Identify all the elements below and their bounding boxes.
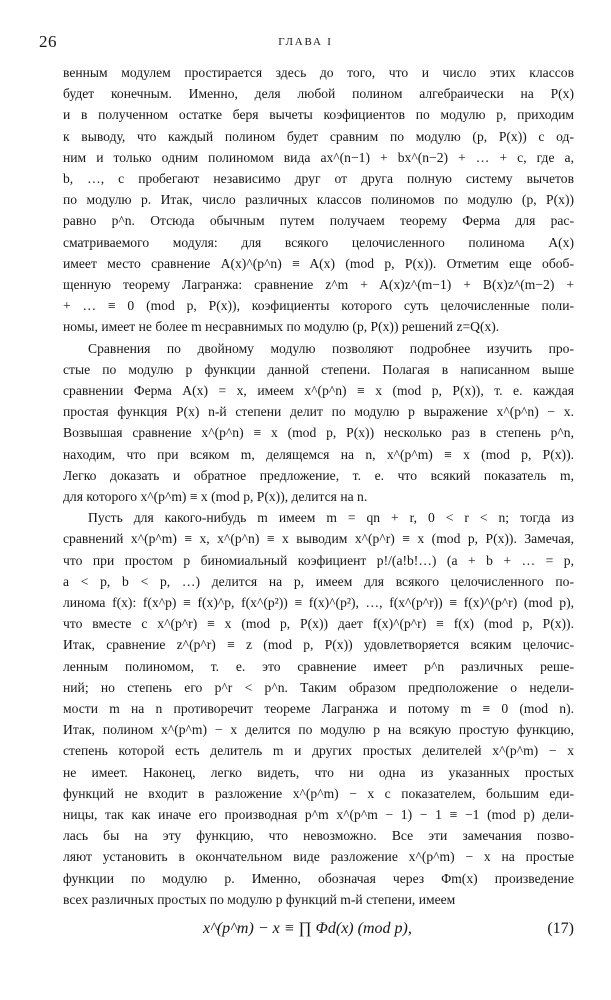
equation-number: (17) bbox=[547, 920, 574, 937]
text-line: ний; но степень его p^r < p^n. Таким образом предположение о недели- bbox=[63, 679, 574, 695]
text-line: для которого x^(p^m) ≡ x (mod p, P(x)), делится на n. bbox=[63, 489, 368, 504]
text-line: b, …, c пробегают независимо друг от друга полную систему вычетов bbox=[63, 171, 574, 186]
text-line: стые по модулю p функции данной степени. Полагая в написанном выше bbox=[63, 361, 574, 377]
text-line: Легко доказать и обратное предложение, т. е. что всякий показатель m, bbox=[63, 467, 574, 483]
text-line: функции по модулю p. Именно, обозначая через Φm(x) произведение bbox=[63, 870, 574, 886]
text-line: не имеет. Наконец, легко видеть, что ни одна из указанных простых bbox=[63, 764, 574, 780]
text-line: ницы, так как иначе его производная p^m x^(p^m − 1) − 1 ≡ −1 (mod p) дели- bbox=[63, 807, 574, 822]
text-line: Пусть для какого-нибудь m имеем m = qn + r, 0 < r < n; тогда из bbox=[88, 510, 574, 526]
text-line: a < p, b < p, …) делится на p, имеем для всякого целочисленного по- bbox=[63, 573, 574, 589]
display-formula bbox=[63, 914, 574, 944]
text-line: сматриваемого модуля: для всякого целочисленного полинома A(x) bbox=[63, 234, 574, 250]
text-line: имеет место сравнение A(x)^(p^n) ≡ A(x) (mod p, P(x)). Отметим еще обоб- bbox=[63, 255, 574, 271]
text-line: находим, что при всяком m, делящемся на n, x^(p^m) ≡ x (mod p, P(x)). bbox=[63, 446, 574, 462]
text-line: Итак, полином x^(p^m) − x делится по модулю p на всякую простую функцию, bbox=[63, 722, 574, 738]
text-line: что вместе с x^(p^r) ≡ x (mod p, P(x)) дает f(x)^(p^r) ≡ f(x) (mod p, P(x)). bbox=[63, 616, 574, 632]
text-line: ляют установить в окончательном виде разложение x^(p^m) − x на простые bbox=[63, 849, 574, 865]
text-line: степень которой есть делитель m и других простых делителей x^(p^m) − x bbox=[63, 743, 574, 759]
text-line: функций не входит в разложение x^(p^m) − x с показателем, большим еди- bbox=[63, 785, 574, 801]
text-line: Возвышая сравнение x^(p^n) ≡ x (mod p, P(x)) несколько раз в степень p^n, bbox=[63, 425, 574, 441]
text-line: будет конечным. Именно, деля любой полином алгебраически на P(x) bbox=[63, 86, 574, 102]
text-line: + … ≡ 0 (mod p, P(x)), коэфициенты которого суть целочисленные поли- bbox=[63, 298, 574, 314]
text-line: простая функция P(x) n-й степени делит по модулю p выражение x^(p^n) − x. bbox=[63, 404, 574, 420]
text-line: Сравнения по двойному модулю позволяют подробнее изучить про- bbox=[88, 340, 574, 356]
text-line: щенную теорему Лагранжа: сравнение z^m + A(x)z^(m−1) + B(x)z^(m−2) + bbox=[63, 277, 574, 292]
text-line: по модулю p. Итак, число различных классов полиномов по модулю (p, P(x)) bbox=[63, 192, 574, 208]
text-line: венным модулем простирается здесь до того, что и число этих классов bbox=[63, 65, 574, 80]
page-header bbox=[0, 32, 611, 52]
text-line: сравнении Ферма A(x) = x, имеем x^(p^n) ≡ x (mod p, P(x)), т. е. каждая bbox=[63, 383, 574, 398]
page-number: 26 bbox=[39, 32, 57, 51]
text-line: Итак, сравнение z^(p^r) ≡ z (mod p, P(x)) удовлетворяется всяким целочис- bbox=[63, 637, 574, 653]
text-line: лась бы на эту функцию, что невозможно. Все эти замечания позво- bbox=[63, 828, 574, 844]
text-line: сравнений x^(p^m) ≡ x, x^(p^n) ≡ x выводим x^(p^r) ≡ x (mod p, P(x)). Замечая, bbox=[63, 531, 574, 547]
text-line: что при простом p биномиальный коэфициент p!/(a!b!…) (a + b + … = p, bbox=[63, 552, 574, 568]
text-line: номы, имеет не более m несравнимых по модулю (p, P(x)) решений z=Q(x). bbox=[63, 319, 500, 335]
text-line: мости m на n противоречит теореме Лагранжа и потому m ≡ 0 (mod n). bbox=[63, 701, 574, 716]
text-line: линома f(x): f(x^p) ≡ f(x)^p, f(x^(p²)) ≡ f(x)^(p²), …, f(x^(p^r)) ≡ f(x)^(p^r) (mod p), bbox=[63, 595, 574, 610]
formula-expression: x^(p^m) − x ≡ ∏ Φd(x) (mod p), bbox=[203, 920, 412, 937]
running-title: ГЛАВА I bbox=[278, 36, 333, 48]
text-line: ленным полиномом, т. е. это сравнение имеет p^n различных реше- bbox=[63, 658, 574, 674]
text-line: ним и только одним полиномом вида ax^(n−1) + bx^(n−2) + … + c, где a, bbox=[63, 149, 574, 165]
text-line: к выводу, что каждый полином будет сравним по модулю (p, P(x)) с од- bbox=[63, 128, 574, 144]
text-line: равно p^n. Отсюда обычным путем получаем теорему Ферма для рас- bbox=[63, 213, 574, 229]
text-line: всех различных простых по модулю p функций m-й степени, имеем bbox=[63, 891, 456, 907]
text-line: и в полученном остатке беря вычеты коэфициентов по модулю p, приходим bbox=[63, 107, 574, 123]
